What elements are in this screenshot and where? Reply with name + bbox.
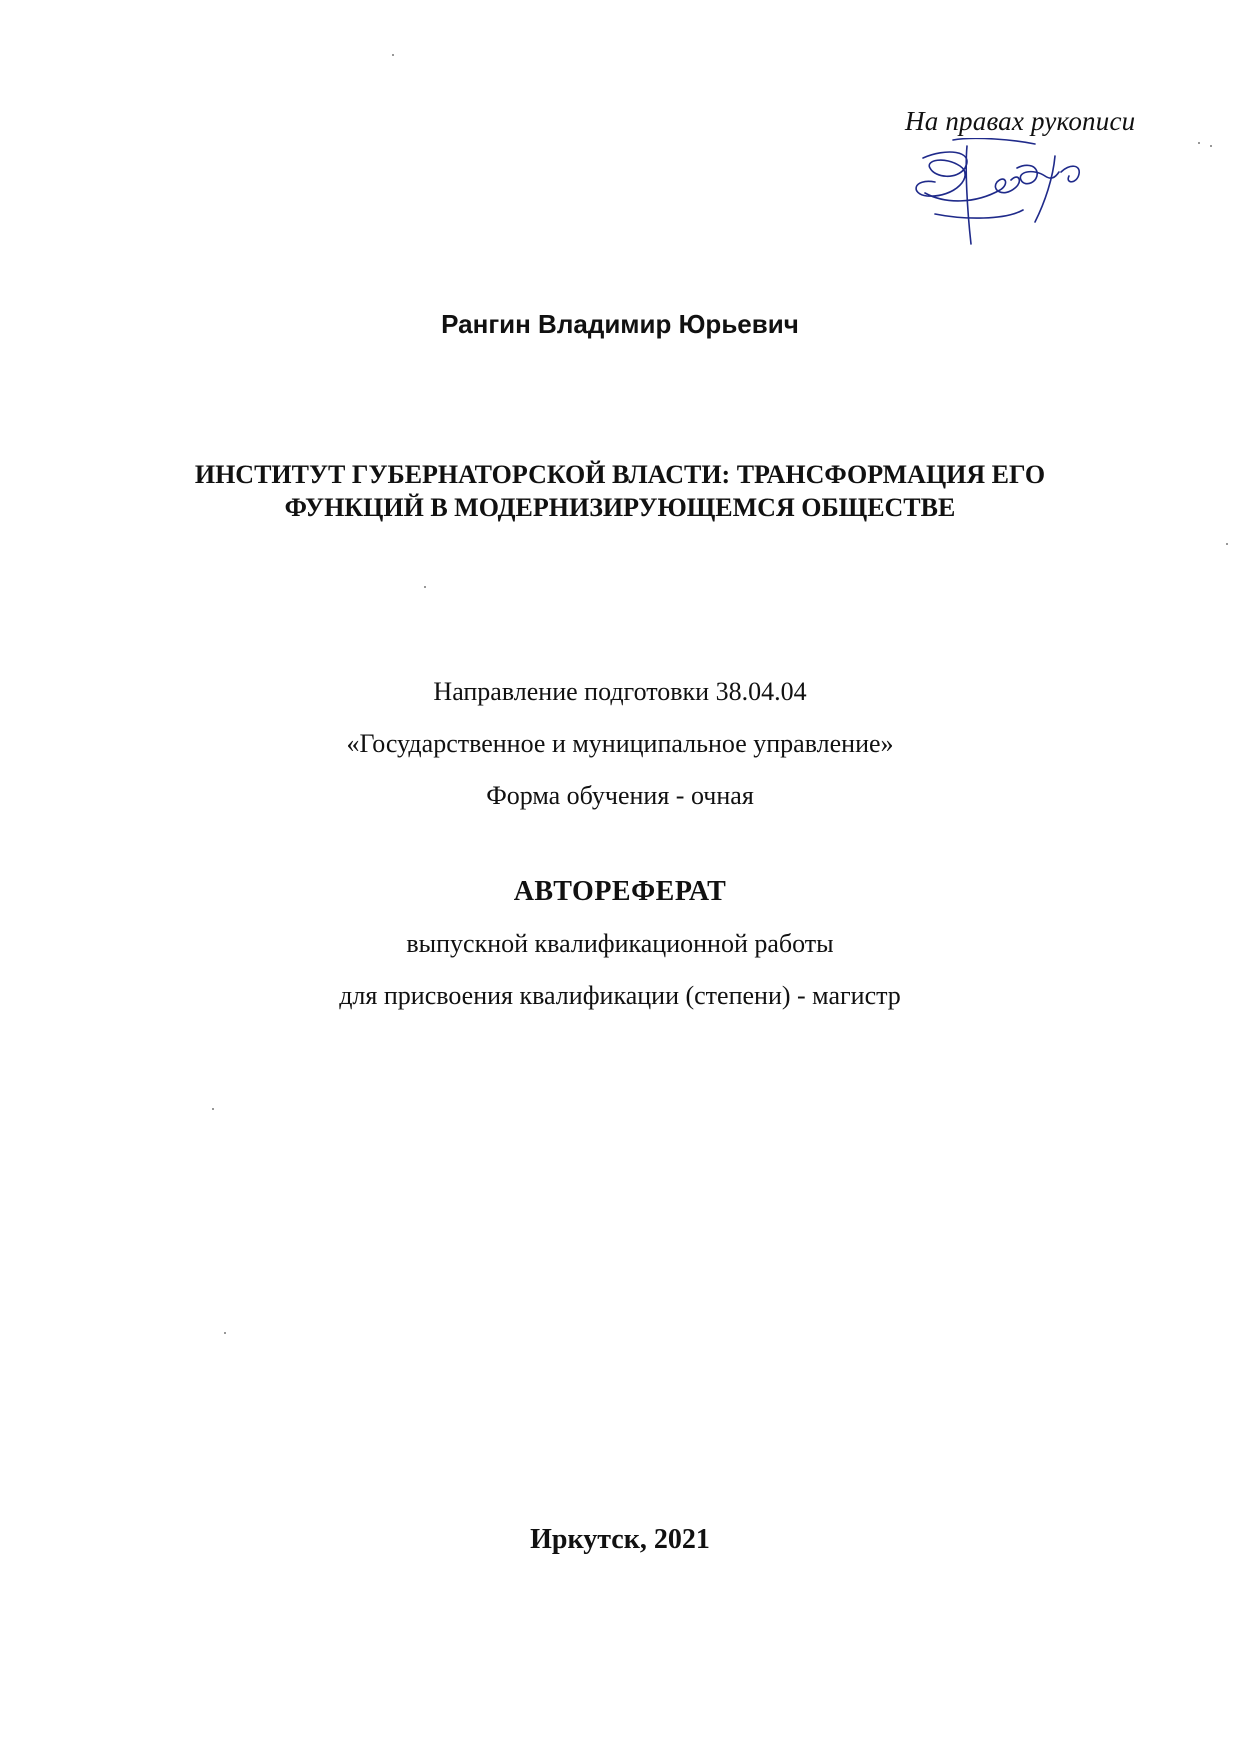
scan-speck — [1226, 543, 1228, 545]
scan-speck — [1198, 142, 1200, 144]
program-direction: Направление подготовки 38.04.04 — [433, 677, 807, 706]
scan-speck — [212, 1108, 214, 1110]
abstract-subtitle-2: для присвоения квалификации (степени) - магистр — [339, 981, 901, 1010]
author-name: Рангин Владимир Юрьевич — [441, 309, 799, 339]
scan-speck — [224, 1332, 226, 1334]
scan-speck — [392, 54, 394, 56]
scan-speck — [424, 586, 426, 588]
thesis-title-line-2: ФУНКЦИЙ В МОДЕРНИЗИРУЮЩЕМСЯ ОБЩЕСТВЕ — [284, 493, 956, 522]
abstract-subtitle-1: выпускной квалификационной работы — [406, 929, 834, 958]
handwritten-signature — [905, 138, 1095, 250]
abstract-heading: АВТОРЕФЕРАТ — [513, 876, 727, 907]
thesis-title — [150, 458, 1090, 524]
thesis-title-line-1: ИНСТИТУТ ГУБЕРНАТОРСКОЙ ВЛАСТИ: ТРАНСФОРМАЦИЯ ЕГО — [194, 460, 1046, 489]
study-form: Форма обучения - очная — [486, 781, 754, 810]
city-year: Иркутск, 2021 — [530, 1524, 710, 1555]
scan-speck — [1210, 145, 1212, 147]
program-name: «Государственное и муниципальное управление» — [346, 729, 894, 758]
manuscript-note: На правах рукописи — [905, 106, 1136, 136]
